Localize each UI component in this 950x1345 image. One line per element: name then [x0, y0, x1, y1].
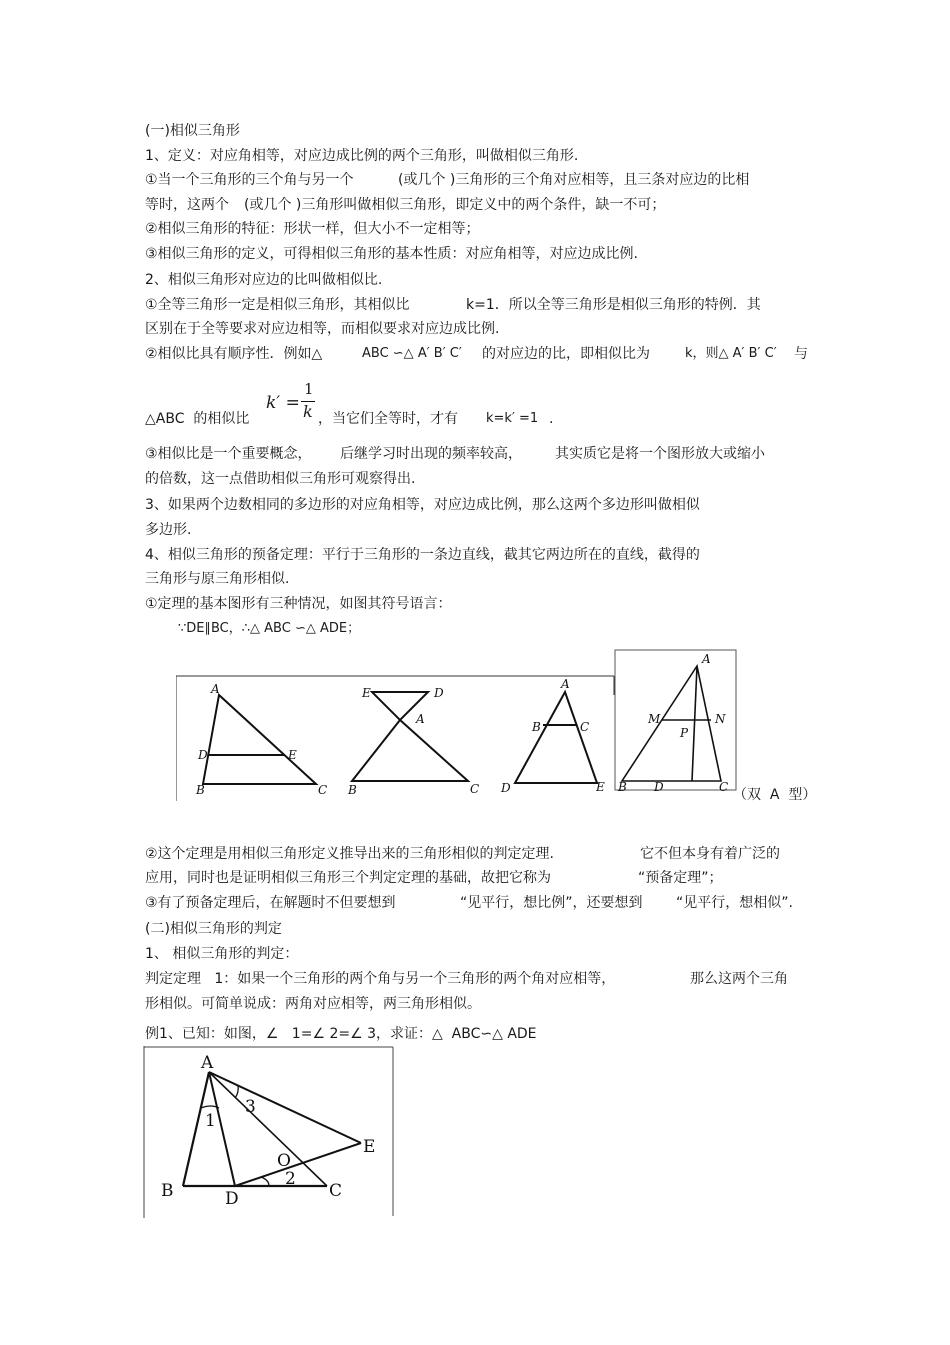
ratio-title: 2、相似三角形对应边的比叫做相似比. [145, 272, 383, 288]
label-e2: E [362, 686, 371, 700]
label-o5: O [277, 1151, 291, 1171]
label-c3: C [580, 720, 590, 734]
definition: 1、定义：对应角相等，对应边成比例的两个三角形，叫做相似三角形. [145, 148, 579, 164]
figure-double-a [614, 649, 738, 791]
note-2-a: ②这个定理是用相似三角形定义推导出来的三角形相似的判定定理. [145, 846, 554, 862]
point-1-b: (或几个 )三角形的三个角对应相等，且三条对应边的比相 [398, 172, 750, 188]
ratio-2-b: ABC ∽△ A′ B′ C′ [362, 346, 462, 361]
label-c2: C [470, 782, 480, 796]
ratio-2-a: ②相似比具有顺序性．例如△ [145, 346, 323, 362]
label-e3: E [596, 780, 605, 794]
label-e: E [288, 748, 297, 762]
label-d2: D [434, 686, 444, 700]
polygon-definition-2: 多边形. [145, 522, 192, 538]
section-title-2: (二)相似三角形的判定 [145, 921, 282, 937]
criterion-title: 1、 相似三角形的判定： [145, 946, 299, 962]
ratio-2-e: 与 [794, 346, 808, 362]
reciprocal-formula [266, 380, 326, 426]
label-a3: A [561, 677, 570, 691]
label-d4: D [654, 780, 664, 791]
ratio-1-b: k=1．所以全等三角形是相似三角形的特例．其 [466, 297, 761, 313]
formula-numerator: 1 [304, 380, 314, 398]
double-a-caption: （双 A 型） [733, 787, 817, 803]
note-3-a: ③有了预备定理后，在解题时不但要想到 [145, 895, 396, 911]
label-a2: A [416, 712, 425, 726]
label-m4: M [648, 712, 661, 726]
note-2-c: 应用，同时也是证明相似三角形三个判定定理的基础，故把它称为 [145, 870, 551, 886]
ratio-2-c: 的对应边的比，即相似比为 [482, 346, 650, 362]
label-n4: N [715, 712, 726, 726]
note-3-b: “见平行，想比例”，还要想到 [460, 895, 643, 911]
theorem-2: 三角形与原三角形相似. [145, 571, 290, 587]
note-3-c: “见平行，想相似”. [676, 895, 793, 911]
figure-example-1 [143, 1046, 395, 1218]
label-d5: D [225, 1189, 239, 1209]
ratio-3-c: 其实质它是将一个图形放大或缩小 [555, 446, 765, 462]
point-1-a: ①当一个三角形的三个角与另一个 [145, 172, 354, 188]
formula-denominator: k [303, 402, 313, 421]
label-a5: A [201, 1053, 214, 1073]
ratio-2-d: k，则△ A′ B′ C′ [685, 346, 777, 361]
label-b3: B [532, 720, 541, 734]
figure-triangle-ade-inside [176, 675, 616, 803]
point-3: ③相似三角形的定义，可得相似三角形的基本性质：对应角相等，对应边成比例. [145, 246, 638, 262]
ratio-2-i: . [549, 411, 554, 427]
label-d3: D [501, 781, 511, 795]
formula-k-prime: k′ = [266, 393, 300, 413]
point-2: ②相似三角形的特征：形状一样，但大小不一定相等； [145, 221, 480, 237]
ratio-1-a: ①全等三角形一定是相似三角形，其相似比 [145, 297, 410, 313]
criterion-1-c: 形相似。可简单说成：两角对应相等，两三角形相似。 [145, 996, 481, 1012]
note-2-d: “预备定理”； [638, 870, 723, 886]
label-b5: B [161, 1181, 174, 1201]
example-1: 例1、已知：如图，∠ 1=∠ 2=∠ 3，求证：△ ABC∽△ ADE [145, 1026, 537, 1042]
angle-2-label: 2 [285, 1169, 296, 1189]
ratio-2-h: k=k′ =1 [486, 411, 539, 426]
angle-3-label: 3 [245, 1097, 256, 1117]
section-title-1: (一)相似三角形 [145, 123, 240, 139]
ratio-2-f: △ABC 的相似比 [145, 411, 250, 427]
label-e5: E [363, 1137, 376, 1157]
angle-1-label: 1 [205, 1111, 216, 1131]
label-a: A [211, 682, 220, 696]
criterion-1-a: 判定定理 1：如果一个三角形的两个角与另一个三角形的两个角对应相等， [145, 971, 616, 987]
ratio-3-d: 的倍数，这一点借助相似三角形可观察得出. [145, 471, 416, 487]
ratio-1-c: 区别在于全等要求对应边相等，而相似要求对应边成比例. [145, 321, 500, 337]
polygon-definition-1: 3、如果两个边数相同的多边形的对应角相等，对应边成比例，那么这两个多边形叫做相似 [145, 497, 700, 513]
label-c5: C [329, 1181, 343, 1201]
ratio-3-a: ③相似比是一个重要概念， [145, 446, 312, 462]
label-b: B [196, 783, 205, 797]
label-c4: C [719, 780, 729, 791]
ratio-3-b: 后继学习时出现的频率较高， [340, 446, 522, 462]
note-2-b: 它不但本身有着广泛的 [640, 846, 780, 862]
label-p4: P [680, 726, 689, 740]
point-1-d: (或几个 )三角形叫做相似三角形，即定义中的两个条件，缺一不可； [244, 197, 666, 213]
theorem-symbolic: ∵DE∥BC，∴△ ABC ∽△ ADE； [178, 621, 361, 636]
theorem-1: 4、相似三角形的预备定理：平行于三角形的一条边直线，截其它两边所在的直线，截得的 [145, 547, 700, 563]
point-1-c: 等时，这两个 [145, 197, 229, 213]
label-d: D [198, 748, 208, 762]
label-b2: B [348, 783, 357, 797]
label-b4: B [618, 780, 627, 791]
label-a4: A [702, 652, 711, 666]
ratio-2-g: ，当它们全等时，才有 [318, 411, 458, 427]
criterion-1-b: 那么这两个三角 [690, 971, 788, 987]
theorem-3: ①定理的基本图形有三种情况，如图其符号语言： [145, 596, 452, 612]
label-c: C [318, 783, 328, 797]
